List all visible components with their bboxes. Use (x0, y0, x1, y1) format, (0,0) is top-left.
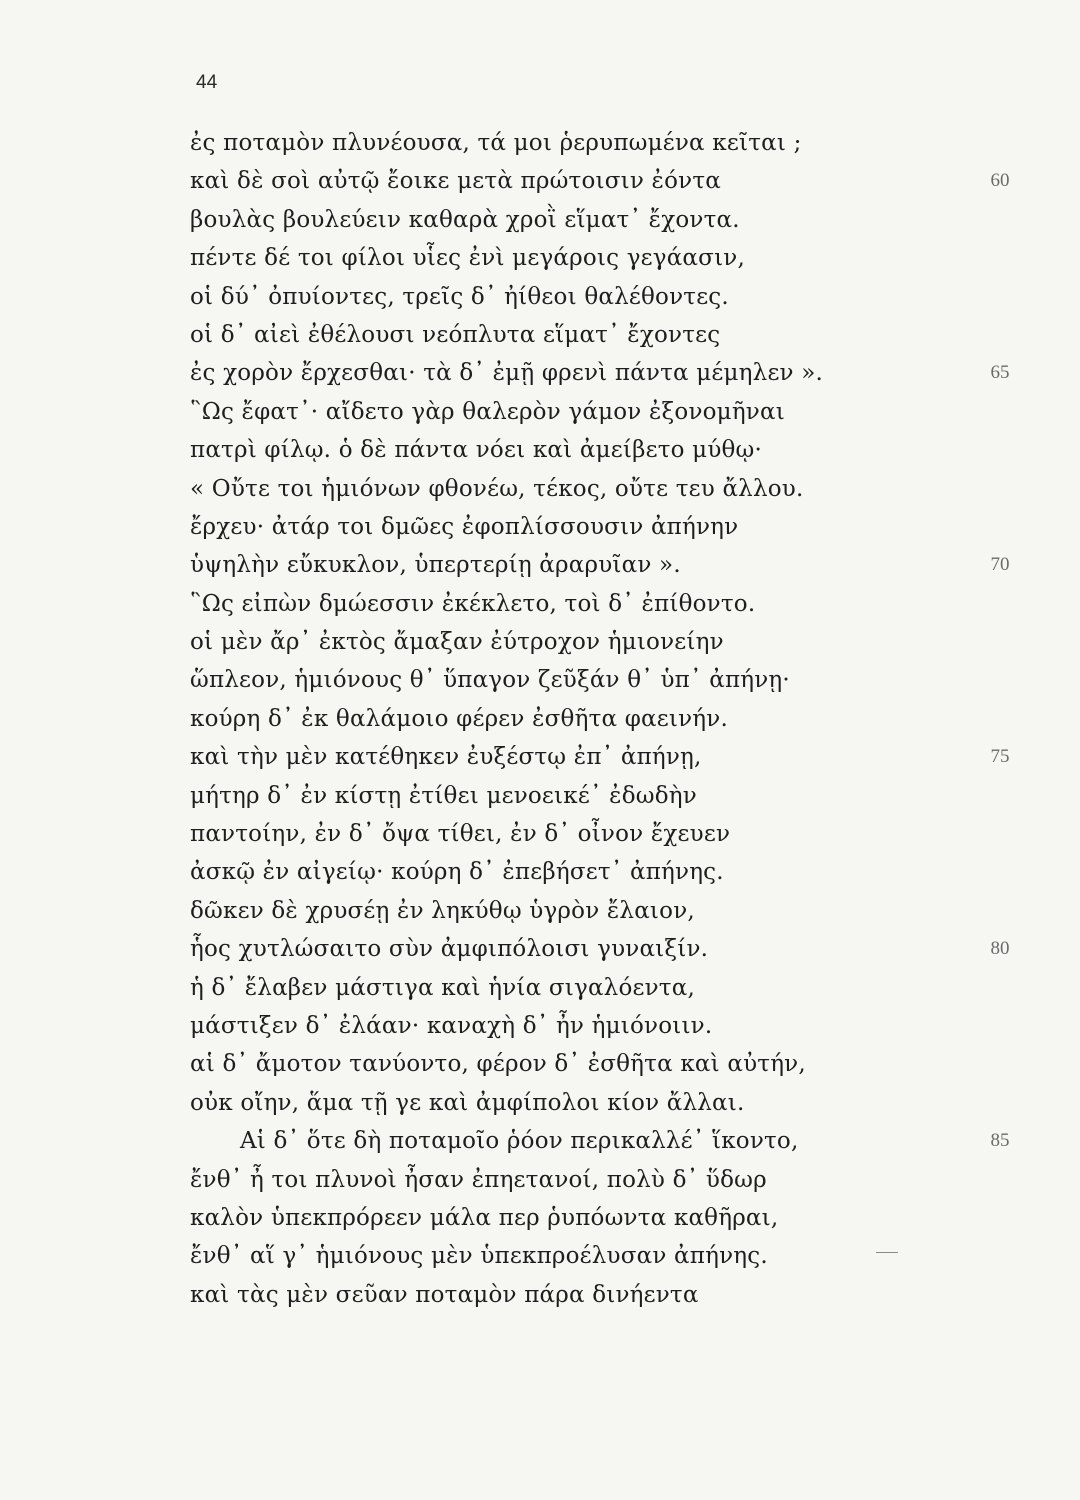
verse-line: ἐς χορὸν ἔρχεσθαι· τὰ δ᾽ ἐμῇ φρενὶ πάντα μέμηλεν ». (190, 360, 824, 387)
verse-line: μάστιξεν δ᾽ ἐλάαν· καναχὴ δ᾽ ἦν ἡμιόνοιιν. (190, 1012, 713, 1039)
verse-line: ὑψηλὴν εὔκυκλον, ὑπερτερίῃ ἀραρυῖαν ». (190, 552, 681, 579)
verse-line: οὐκ οἴην, ἅμα τῇ γε καὶ ἀμφίπολοι κίον ἄλλαι. (190, 1089, 745, 1116)
verse-line: « Οὔτε τοι ἡμιόνων φθονέω, τέκος, οὔτε τευ ἄλλου. (190, 475, 804, 502)
verse-line: οἱ δύ᾽ ὀπυίοντες, τρεῖς δ᾽ ἠίθεοι θαλέθοντες. (190, 283, 729, 310)
verse-line: πατρὶ φίλῳ. ὁ δὲ πάντα νόει καὶ ἀμείβετο μύθῳ· (190, 437, 763, 464)
verse-line: ἔνθ᾽ ἦ τοι πλυνοὶ ἦσαν ἐπηετανοί, πολὺ δ᾽ ὕδωρ (190, 1166, 767, 1193)
verse-block (190, 124, 890, 1314)
verse-line: δῶκεν δὲ χρυσέῃ ἐν ληκύθῳ ὑγρὸν ἔλαιον, (190, 897, 695, 924)
verse-line: κούρη δ᾽ ἐκ θαλάμοιο φέρεν ἐσθῆτα φαεινήν. (190, 705, 728, 732)
verse-line: καὶ δὲ σοὶ αὐτῷ ἔοικε μετὰ πρώτοισιν ἐόντα (190, 168, 721, 195)
line-number: 60 (990, 170, 1010, 192)
verse-line: βουλὰς βουλεύειν καθαρὰ χροῒ εἵματ᾽ ἔχοντα. (190, 206, 740, 233)
verse-line: παντοίην, ἐν δ᾽ ὄψα τίθει, ἐν δ᾽ οἶνον ἔχευεν (190, 821, 731, 848)
verse-line: ὥπλεον, ἡμιόνους θ᾽ ὕπαγον ζεῦξάν θ᾽ ὑπ᾽ ἀπήνῃ· (190, 667, 790, 694)
verse-line: ῝Ως ἔφατ᾽· αἴδετο γὰρ θαλερὸν γάμον ἐξονομῆναι (190, 398, 785, 425)
verse-line: πέντε δέ τοι φίλοι υἷες ἐνὶ μεγάροις γεγάασιν, (190, 245, 745, 272)
line-number: 85 (990, 1130, 1010, 1152)
verse-line: ἀσκῷ ἐν αἰγείῳ· κούρη δ᾽ ἐπεβήσετ᾽ ἀπήνης. (190, 859, 724, 886)
verse-line: οἱ μὲν ἄρ᾽ ἐκτὸς ἄμαξαν ἐύτροχον ἡμιονείην (190, 629, 724, 656)
verse-line: Αἱ δ᾽ ὅτε δὴ ποταμοῖο ῥόον περικαλλέ᾽ ἵκοντο, (240, 1128, 799, 1155)
line-number: 75 (990, 746, 1010, 768)
verse-line: καλὸν ὑπεκπρόρεεν μάλα περ ῥυπόωντα καθῆραι, (190, 1204, 779, 1231)
verse-line: ἐς ποταμὸν πλυνέουσα, τά μοι ῥερυπωμένα κεῖται ; (190, 130, 802, 156)
verse-line: ἔνθ᾽ αἵ γ᾽ ἡμιόνους μὲν ὑπεκπροέλυσαν ἀπήνης. (190, 1243, 768, 1270)
stray-mark (876, 1252, 898, 1253)
line-number: 80 (990, 938, 1010, 960)
verse-line: καὶ τὰς μὲν σεῦαν ποταμὸν πάρα δινήεντα (190, 1281, 699, 1308)
verse-line: ἡ δ᾽ ἔλαβεν μάστιγα καὶ ἡνία σιγαλόεντα, (190, 974, 695, 1001)
page-number: 44 (196, 72, 218, 93)
verse-line: μήτηρ δ᾽ ἐν κίστῃ ἐτίθει μενοεικέ᾽ ἐδωδὴν (190, 782, 697, 809)
verse-line: αἱ δ᾽ ἄμοτον τανύοντο, φέρον δ᾽ ἐσθῆτα καὶ αὐτήν, (190, 1051, 806, 1078)
verse-line: καὶ τὴν μὲν κατέθηκεν ἐυξέστῳ ἐπ᾽ ἀπήνῃ, (190, 744, 702, 771)
line-number: 70 (990, 554, 1010, 576)
line-number: 65 (990, 362, 1010, 384)
verse-line: ἔρχευ· ἀτάρ τοι δμῶες ἐφοπλίσσουσιν ἀπήνην (190, 513, 739, 540)
verse-line: ἧος χυτλώσαιτο σὺν ἀμφιπόλοισι γυναιξίν. (190, 936, 709, 963)
verse-line: οἱ δ᾽ αἰεὶ ἐθέλουσι νεόπλυτα εἵματ᾽ ἔχοντες (190, 321, 721, 348)
verse-line: ῝Ως εἰπὼν δμώεσσιν ἐκέκλετο, τοὶ δ᾽ ἐπίθοντο. (190, 590, 756, 617)
